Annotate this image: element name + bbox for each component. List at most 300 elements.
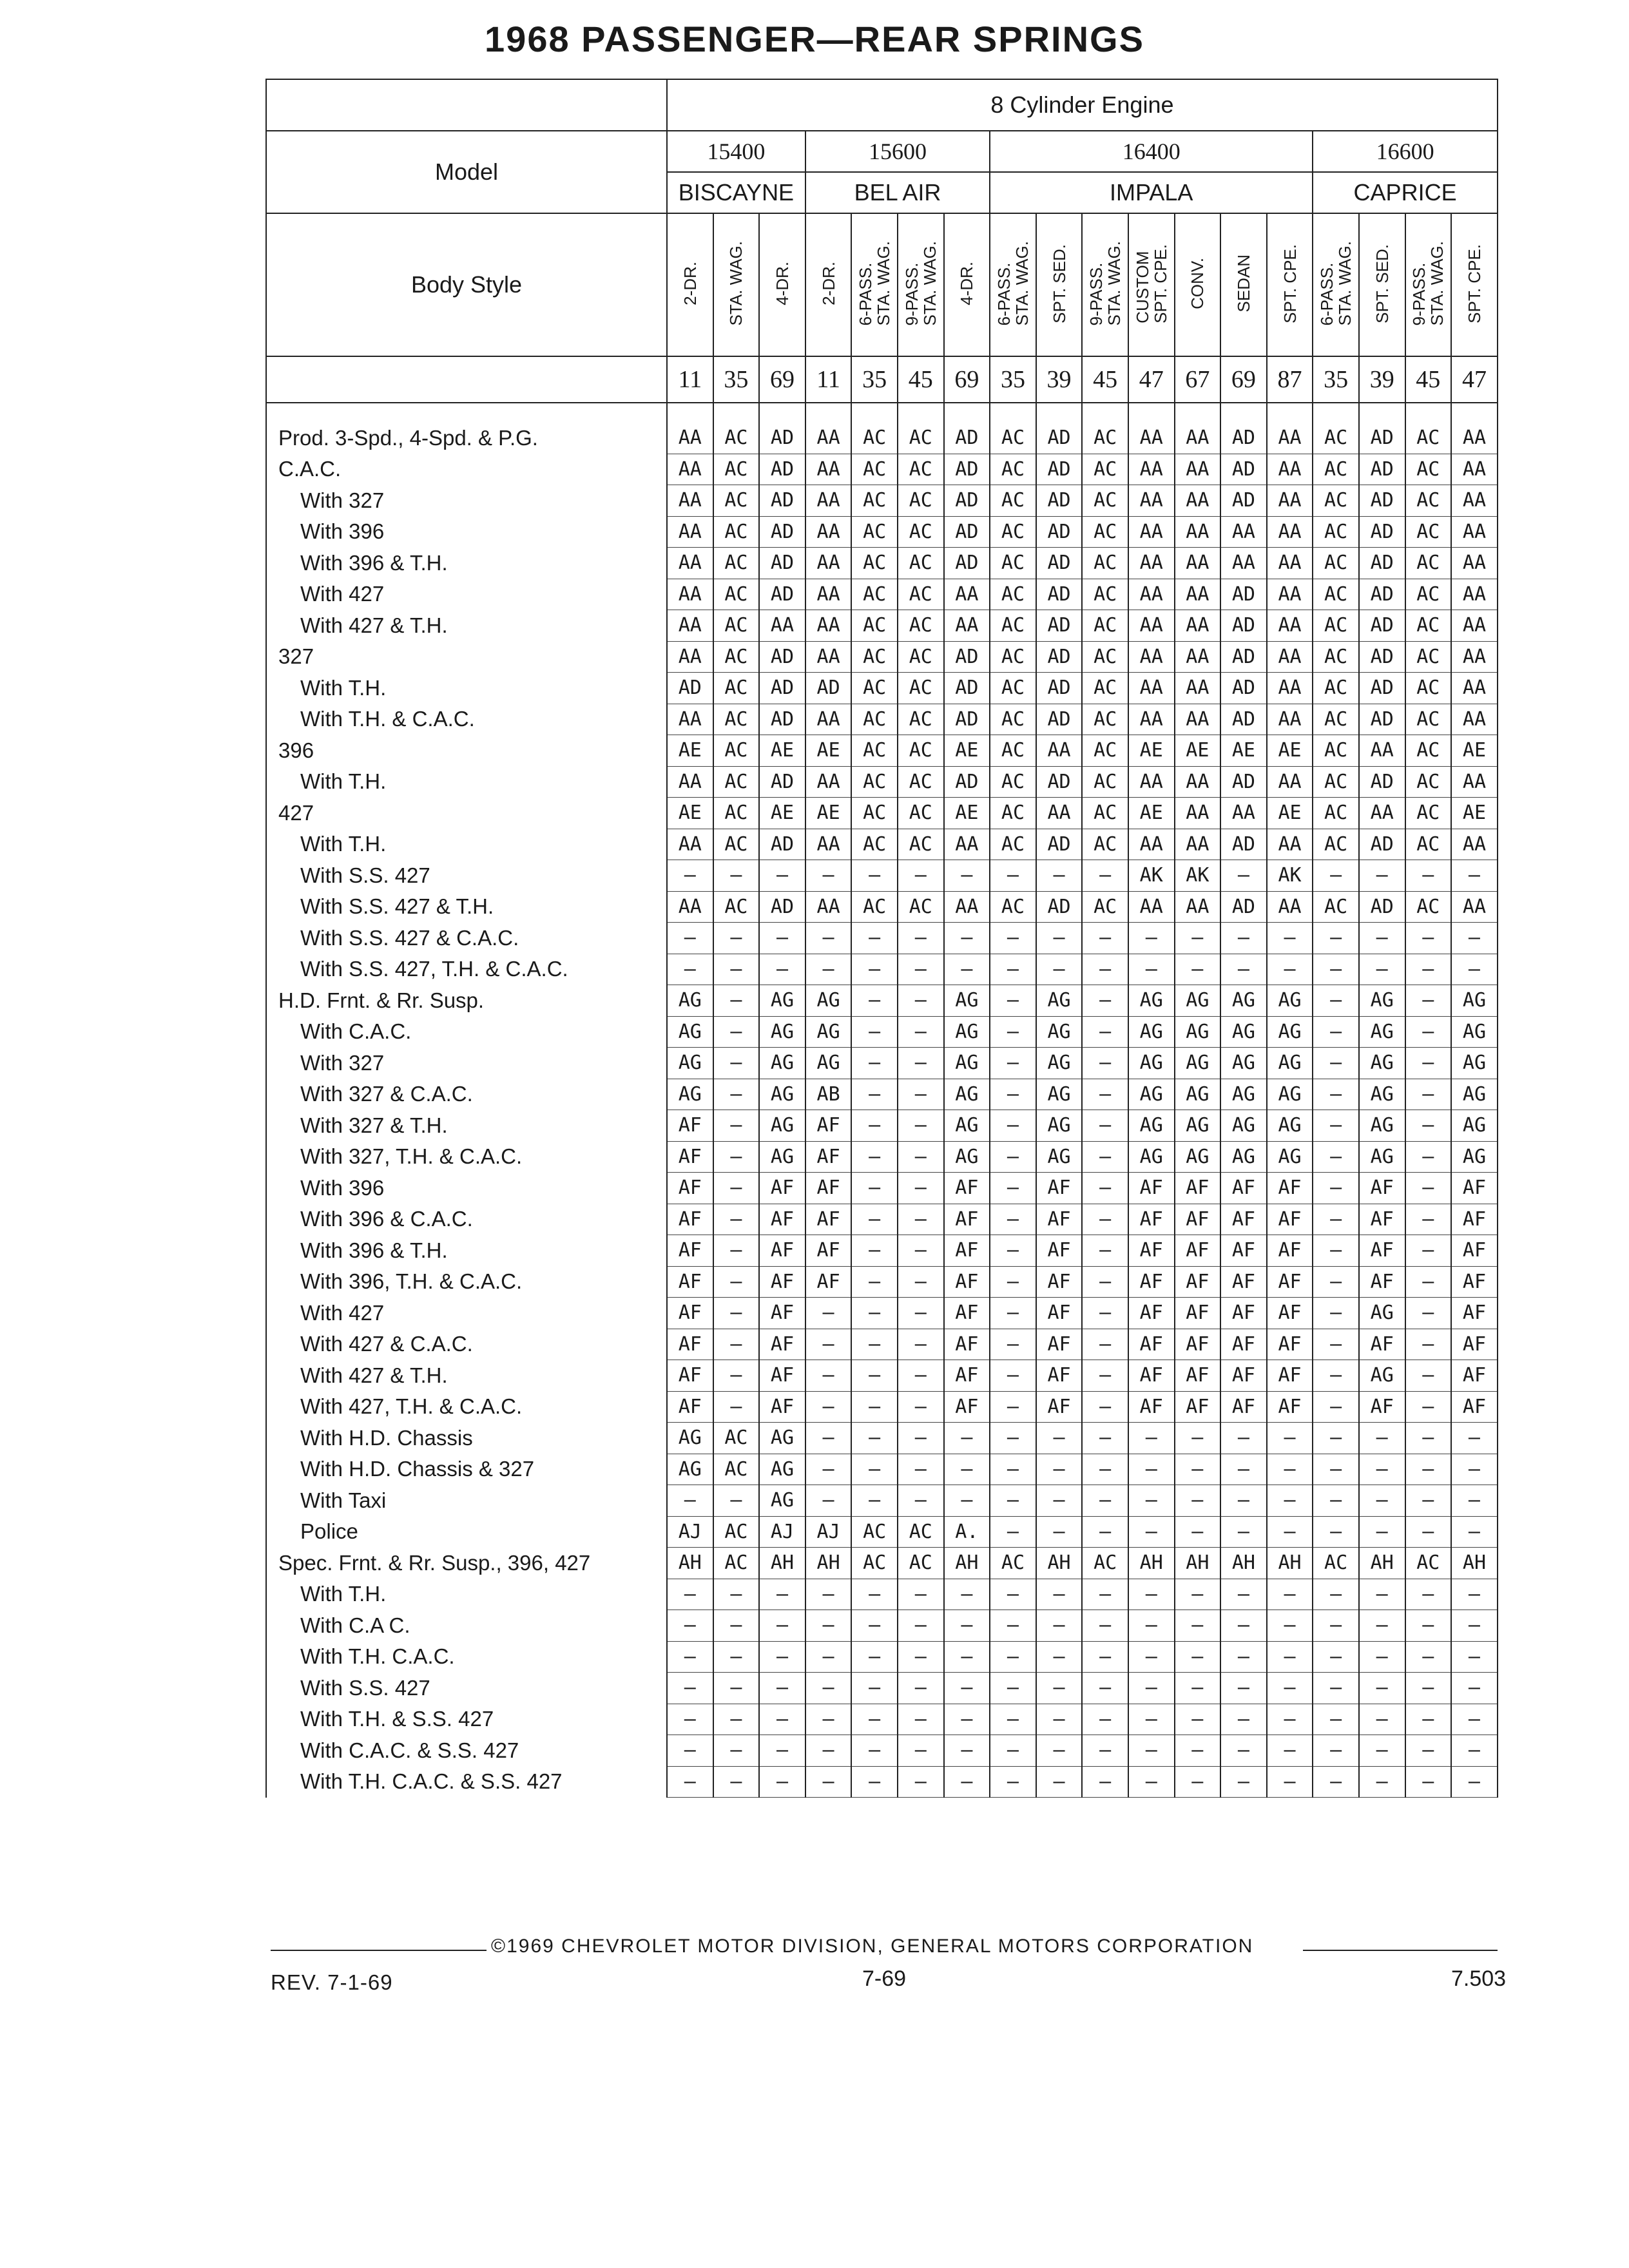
spring-code: AF bbox=[1220, 1360, 1267, 1392]
spring-code: AH bbox=[1175, 1548, 1221, 1579]
body-number: 87 bbox=[1267, 356, 1313, 403]
spring-code: — bbox=[1405, 1235, 1452, 1267]
spring-code: — bbox=[1082, 1579, 1128, 1610]
spring-code: AF bbox=[1036, 1391, 1083, 1423]
spring-code: — bbox=[1128, 1485, 1175, 1517]
spring-code: AK bbox=[1267, 860, 1313, 892]
spring-code: AD bbox=[944, 485, 990, 517]
spring-code: AA bbox=[1128, 704, 1175, 735]
body-number: 35 bbox=[1313, 356, 1359, 403]
spring-code: — bbox=[1405, 1454, 1452, 1485]
option-label: With 396 bbox=[266, 1173, 667, 1204]
spring-code: AG bbox=[1220, 1079, 1267, 1110]
spring-code: — bbox=[1175, 1641, 1221, 1673]
spring-code: AF bbox=[1451, 1329, 1498, 1360]
spring-code: — bbox=[1082, 1079, 1128, 1110]
table-row bbox=[266, 704, 1498, 735]
spring-code: AA bbox=[944, 891, 990, 923]
option-label: With 396 & T.H. bbox=[266, 548, 667, 579]
spring-code: AA bbox=[1128, 891, 1175, 923]
body-style: CONV. bbox=[1188, 258, 1208, 309]
spring-code: — bbox=[1175, 1485, 1221, 1517]
spring-code: — bbox=[1128, 1673, 1175, 1704]
spring-code: AD bbox=[759, 766, 805, 798]
spacer-cell bbox=[759, 403, 805, 423]
spring-code: AF bbox=[667, 1266, 713, 1298]
spring-code: AC bbox=[1405, 891, 1452, 923]
spring-code: AE bbox=[1175, 735, 1221, 767]
spring-code: — bbox=[667, 1673, 713, 1704]
spring-code: AA bbox=[1451, 766, 1498, 798]
spring-code: — bbox=[944, 1735, 990, 1767]
spring-code: — bbox=[713, 1298, 760, 1329]
option-label: With T.H. & C.A.C. bbox=[266, 704, 667, 735]
spring-code: — bbox=[1220, 1610, 1267, 1642]
body-style-cell bbox=[1405, 213, 1452, 356]
spring-code: — bbox=[898, 1266, 944, 1298]
engine-header: 8 Cylinder Engine bbox=[667, 79, 1498, 131]
spring-code: — bbox=[851, 1673, 898, 1704]
spring-code: AC bbox=[851, 516, 898, 548]
spring-code: — bbox=[713, 1735, 760, 1767]
spring-code: — bbox=[990, 1735, 1036, 1767]
spring-code: AA bbox=[944, 610, 990, 642]
spring-code: AF bbox=[759, 1204, 805, 1235]
spring-code: AA bbox=[667, 610, 713, 642]
spring-code: AA bbox=[1175, 516, 1221, 548]
table-row bbox=[266, 1516, 1498, 1548]
spring-code: AC bbox=[713, 579, 760, 610]
body-style-cell bbox=[851, 213, 898, 356]
spring-code: AD bbox=[1036, 891, 1083, 923]
spring-code: AC bbox=[851, 610, 898, 642]
spring-code: — bbox=[1036, 1485, 1083, 1517]
spring-code: AG bbox=[944, 1016, 990, 1048]
spring-code: — bbox=[898, 1673, 944, 1704]
spring-code: AD bbox=[1036, 516, 1083, 548]
spring-code: — bbox=[1451, 1766, 1498, 1798]
spring-code: AC bbox=[851, 1516, 898, 1548]
body-style: 9-PASS. STA. WAG. bbox=[901, 241, 940, 326]
copyright-notice: ©1969 CHEVROLET MOTOR DIVISION, GENERAL MOTORS CORPORATION bbox=[491, 1936, 1254, 1957]
spring-code: — bbox=[759, 954, 805, 985]
spring-code: AC bbox=[898, 829, 944, 860]
spring-code: AC bbox=[713, 798, 760, 829]
spring-code: — bbox=[898, 1329, 944, 1360]
option-label: With S.S. 427 bbox=[266, 1673, 667, 1704]
spring-code: AJ bbox=[805, 1516, 852, 1548]
spring-code: AC bbox=[990, 829, 1036, 860]
spring-code: — bbox=[713, 1704, 760, 1735]
spring-code: — bbox=[990, 1298, 1036, 1329]
body-style: 9-PASS. STA. WAG. bbox=[1086, 241, 1124, 326]
spring-code: AA bbox=[1128, 485, 1175, 517]
spring-code: AC bbox=[898, 766, 944, 798]
spring-code: — bbox=[1082, 1141, 1128, 1173]
spring-code: — bbox=[713, 1610, 760, 1642]
body-number: 45 bbox=[1082, 356, 1128, 403]
spring-code: AF bbox=[1359, 1266, 1405, 1298]
spring-code: AD bbox=[759, 516, 805, 548]
spring-code: — bbox=[1405, 1391, 1452, 1423]
spring-code: — bbox=[1220, 954, 1267, 985]
table-row bbox=[266, 891, 1498, 923]
spring-code: — bbox=[1313, 1641, 1359, 1673]
spring-code: AC bbox=[713, 454, 760, 485]
spring-code: AC bbox=[713, 548, 760, 579]
spring-code: AC bbox=[851, 641, 898, 673]
spring-code: — bbox=[851, 1391, 898, 1423]
spring-code: — bbox=[898, 1141, 944, 1173]
spring-code: AG bbox=[1128, 1141, 1175, 1173]
spring-code: AF bbox=[805, 1266, 852, 1298]
spring-code: — bbox=[1405, 1016, 1452, 1048]
spring-code: AF bbox=[1128, 1329, 1175, 1360]
table-row bbox=[266, 1360, 1498, 1392]
spring-code: — bbox=[713, 1391, 760, 1423]
spring-code: — bbox=[1082, 1204, 1128, 1235]
spring-code: AF bbox=[1359, 1329, 1405, 1360]
spring-code: — bbox=[1313, 1204, 1359, 1235]
spring-code: — bbox=[1082, 1735, 1128, 1767]
spring-code: AG bbox=[944, 985, 990, 1017]
spring-code: — bbox=[805, 1704, 852, 1735]
spring-code: — bbox=[1036, 1673, 1083, 1704]
spring-code: AF bbox=[805, 1235, 852, 1267]
option-label: With S.S. 427 & T.H. bbox=[266, 891, 667, 923]
table-row bbox=[266, 485, 1498, 517]
spring-code: AF bbox=[1128, 1266, 1175, 1298]
option-label: With S.S. 427 & C.A.C. bbox=[266, 923, 667, 954]
spring-code: — bbox=[851, 1704, 898, 1735]
spring-code: — bbox=[667, 1485, 713, 1517]
spring-code: AC bbox=[851, 798, 898, 829]
body-style-cell bbox=[1267, 213, 1313, 356]
spring-code: — bbox=[667, 1766, 713, 1798]
spring-code: AD bbox=[1036, 641, 1083, 673]
spring-code: — bbox=[1082, 1454, 1128, 1485]
body-number-row bbox=[266, 356, 1498, 403]
spring-code: AD bbox=[1359, 829, 1405, 860]
option-label: With Taxi bbox=[266, 1485, 667, 1517]
spring-code: — bbox=[898, 1423, 944, 1454]
body-style: SPT. SED. bbox=[1049, 244, 1069, 323]
spring-code: AF bbox=[944, 1204, 990, 1235]
spring-code: AA bbox=[1175, 454, 1221, 485]
spring-code: AD bbox=[1220, 829, 1267, 860]
spring-code: — bbox=[1313, 1610, 1359, 1642]
spring-code: — bbox=[1082, 1423, 1128, 1454]
spring-code: AF bbox=[1267, 1360, 1313, 1392]
spring-code: AA bbox=[1175, 610, 1221, 642]
spring-code: — bbox=[805, 1641, 852, 1673]
spring-code: — bbox=[1128, 1610, 1175, 1642]
spring-code: — bbox=[759, 923, 805, 954]
spring-code: AF bbox=[1220, 1298, 1267, 1329]
spring-code: AD bbox=[1220, 766, 1267, 798]
option-label: With S.S. 427, T.H. & C.A.C. bbox=[266, 954, 667, 985]
spring-code: AF bbox=[1451, 1391, 1498, 1423]
spring-code: — bbox=[667, 1641, 713, 1673]
spring-code: AG bbox=[1220, 985, 1267, 1017]
spring-code: AE bbox=[1128, 798, 1175, 829]
spring-code: AG bbox=[1036, 1048, 1083, 1079]
spring-code: — bbox=[1128, 1423, 1175, 1454]
spring-code: AC bbox=[990, 485, 1036, 517]
spring-code: AF bbox=[1036, 1266, 1083, 1298]
spring-code: AG bbox=[1359, 1048, 1405, 1079]
spring-code: — bbox=[1267, 1673, 1313, 1704]
spring-code: AG bbox=[759, 1423, 805, 1454]
spacer-cell bbox=[1036, 403, 1083, 423]
spring-code: AC bbox=[851, 891, 898, 923]
spring-code: AD bbox=[667, 673, 713, 704]
spring-code: AA bbox=[1220, 798, 1267, 829]
spring-code: — bbox=[1313, 1673, 1359, 1704]
model-number: 15600 bbox=[805, 131, 990, 172]
option-label: Spec. Frnt. & Rr. Susp., 396, 427 bbox=[266, 1548, 667, 1579]
spring-code: — bbox=[1036, 1610, 1083, 1642]
spring-code: AC bbox=[1082, 891, 1128, 923]
spring-code: — bbox=[1082, 1360, 1128, 1392]
corner-cell bbox=[266, 79, 667, 131]
spring-code: AG bbox=[1175, 985, 1221, 1017]
spring-code: — bbox=[713, 923, 760, 954]
body-style: 4-DR. bbox=[957, 262, 977, 305]
spring-code: — bbox=[898, 1735, 944, 1767]
body-style: SEDAN bbox=[1233, 255, 1253, 312]
spring-code: — bbox=[851, 860, 898, 892]
option-label: With T.H. & S.S. 427 bbox=[266, 1704, 667, 1735]
spring-code: AA bbox=[1451, 454, 1498, 485]
spring-code: — bbox=[1175, 1673, 1221, 1704]
spring-code: — bbox=[990, 860, 1036, 892]
spring-code: — bbox=[898, 954, 944, 985]
spring-code: AC bbox=[1082, 579, 1128, 610]
table-row bbox=[266, 1423, 1498, 1454]
spring-code: — bbox=[990, 1641, 1036, 1673]
table-row bbox=[266, 454, 1498, 485]
spring-code: — bbox=[805, 1454, 852, 1485]
spring-code: — bbox=[713, 1235, 760, 1267]
spring-code: — bbox=[1313, 1141, 1359, 1173]
spring-code: — bbox=[667, 954, 713, 985]
spring-code: AF bbox=[667, 1391, 713, 1423]
spring-code: — bbox=[944, 1704, 990, 1735]
spring-code: — bbox=[1128, 1766, 1175, 1798]
spring-code: AA bbox=[667, 766, 713, 798]
spring-code: AA bbox=[1267, 548, 1313, 579]
spring-code: AF bbox=[1036, 1360, 1083, 1392]
document-title: 1968 PASSENGER—REAR SPRINGS bbox=[485, 19, 1144, 59]
spring-code: AF bbox=[944, 1329, 990, 1360]
spring-code: — bbox=[1082, 985, 1128, 1017]
option-label: With 427 bbox=[266, 579, 667, 610]
spring-code: — bbox=[1082, 1329, 1128, 1360]
spacer-cell bbox=[1128, 403, 1175, 423]
spring-code: AE bbox=[805, 798, 852, 829]
spring-code: AD bbox=[1359, 891, 1405, 923]
spring-code: — bbox=[759, 1579, 805, 1610]
spring-code: AE bbox=[1128, 735, 1175, 767]
spring-code: — bbox=[898, 1298, 944, 1329]
spring-code: — bbox=[1175, 1516, 1221, 1548]
spring-code: — bbox=[713, 1079, 760, 1110]
spring-code: — bbox=[1405, 860, 1452, 892]
spring-code: AG bbox=[1359, 1360, 1405, 1392]
spring-code: AJ bbox=[667, 1516, 713, 1548]
spring-code: AD bbox=[1036, 766, 1083, 798]
spring-code: AD bbox=[944, 641, 990, 673]
spring-code: AA bbox=[1128, 829, 1175, 860]
body-style-cell bbox=[898, 213, 944, 356]
spring-code: — bbox=[1405, 985, 1452, 1017]
table-row bbox=[266, 1110, 1498, 1142]
spring-code: AC bbox=[713, 516, 760, 548]
revision-date: REV. 7-1-69 bbox=[271, 1970, 393, 1994]
spring-code: AC bbox=[851, 829, 898, 860]
spring-code: — bbox=[667, 1610, 713, 1642]
option-label: With H.D. Chassis & 327 bbox=[266, 1454, 667, 1485]
spring-code: — bbox=[851, 1079, 898, 1110]
spring-code: AD bbox=[1036, 610, 1083, 642]
spring-code: AA bbox=[1451, 579, 1498, 610]
option-label: With T.H. bbox=[266, 1579, 667, 1610]
spring-code: AC bbox=[713, 423, 760, 454]
table-row bbox=[266, 1454, 1498, 1485]
spring-code: AC bbox=[713, 891, 760, 923]
table-row bbox=[266, 1735, 1498, 1767]
spring-code: AC bbox=[1082, 1548, 1128, 1579]
spring-code: AG bbox=[1267, 1048, 1313, 1079]
spring-code: AC bbox=[990, 891, 1036, 923]
spring-code: — bbox=[898, 1204, 944, 1235]
spring-code: — bbox=[1267, 1610, 1313, 1642]
spring-code: AA bbox=[1267, 704, 1313, 735]
option-label: With H.D. Chassis bbox=[266, 1423, 667, 1454]
spring-code: — bbox=[1128, 1579, 1175, 1610]
spring-code: — bbox=[990, 954, 1036, 985]
spring-code: AD bbox=[1220, 891, 1267, 923]
table-row bbox=[266, 860, 1498, 892]
spacer-cell bbox=[1220, 403, 1267, 423]
body-style: 2-DR. bbox=[680, 262, 700, 305]
body-style-cell bbox=[1451, 213, 1498, 356]
spring-code: AE bbox=[1220, 735, 1267, 767]
spring-code: — bbox=[713, 954, 760, 985]
spring-code: AA bbox=[805, 891, 852, 923]
spring-code: AD bbox=[1220, 610, 1267, 642]
spring-code: AF bbox=[944, 1391, 990, 1423]
spring-code: — bbox=[1036, 954, 1083, 985]
spring-code: AA bbox=[1128, 579, 1175, 610]
spring-code: AC bbox=[1313, 516, 1359, 548]
table-row bbox=[266, 798, 1498, 829]
table-row bbox=[266, 1610, 1498, 1642]
spring-code: AD bbox=[1220, 454, 1267, 485]
spring-code: — bbox=[990, 1391, 1036, 1423]
spring-code: — bbox=[990, 1485, 1036, 1517]
spring-code: AF bbox=[1128, 1391, 1175, 1423]
spring-code: — bbox=[1220, 1454, 1267, 1485]
spring-code: AF bbox=[1451, 1298, 1498, 1329]
spring-code: AG bbox=[1451, 985, 1498, 1017]
spring-code: — bbox=[1082, 1110, 1128, 1142]
spring-code: AF bbox=[1220, 1204, 1267, 1235]
spring-code: AA bbox=[1220, 548, 1267, 579]
spring-code: AC bbox=[1405, 798, 1452, 829]
option-label: 427 bbox=[266, 798, 667, 829]
spring-code: AD bbox=[759, 548, 805, 579]
spring-code: AA bbox=[1451, 891, 1498, 923]
spring-code: AF bbox=[944, 1173, 990, 1204]
spring-code: AC bbox=[713, 735, 760, 767]
spring-code: AH bbox=[1036, 1548, 1083, 1579]
spring-code: AG bbox=[944, 1110, 990, 1142]
table-row bbox=[266, 1141, 1498, 1173]
body-style-cell bbox=[713, 213, 760, 356]
spring-code: AC bbox=[898, 891, 944, 923]
body-style: 6-PASS. STA. WAG. bbox=[1317, 241, 1355, 326]
body-number: 35 bbox=[713, 356, 760, 403]
spring-code: AD bbox=[759, 485, 805, 517]
spring-code: AF bbox=[759, 1391, 805, 1423]
body-number: 45 bbox=[898, 356, 944, 403]
spring-code: — bbox=[1175, 1766, 1221, 1798]
spring-code: AF bbox=[759, 1360, 805, 1392]
spacer-cell bbox=[805, 403, 852, 423]
spring-code: AF bbox=[1175, 1266, 1221, 1298]
spring-code: — bbox=[990, 1516, 1036, 1548]
spring-code: AD bbox=[1220, 423, 1267, 454]
spring-code: — bbox=[1082, 1641, 1128, 1673]
spring-code: AC bbox=[990, 1548, 1036, 1579]
spring-code: AC bbox=[898, 423, 944, 454]
spring-code: — bbox=[1082, 923, 1128, 954]
body-style: 6-PASS. STA. WAG. bbox=[994, 241, 1032, 326]
spring-code: — bbox=[1175, 1423, 1221, 1454]
spring-code: AA bbox=[1036, 735, 1083, 767]
table-row bbox=[266, 1579, 1498, 1610]
spring-code: AF bbox=[759, 1173, 805, 1204]
spring-code: AG bbox=[1359, 1141, 1405, 1173]
spring-code: — bbox=[1451, 1423, 1498, 1454]
spring-code: — bbox=[713, 1329, 760, 1360]
spring-code: — bbox=[1220, 1485, 1267, 1517]
spring-code: AH bbox=[805, 1548, 852, 1579]
spring-code: — bbox=[805, 1673, 852, 1704]
spring-code: AA bbox=[805, 704, 852, 735]
spring-code: AF bbox=[1267, 1204, 1313, 1235]
spring-code: — bbox=[851, 1298, 898, 1329]
spring-code: AD bbox=[1359, 766, 1405, 798]
spring-code: AD bbox=[759, 829, 805, 860]
spring-code: AG bbox=[1451, 1079, 1498, 1110]
spring-code: — bbox=[944, 1423, 990, 1454]
spring-code: AA bbox=[1175, 641, 1221, 673]
table-row bbox=[266, 579, 1498, 610]
spring-code: AC bbox=[1313, 454, 1359, 485]
spring-code: AD bbox=[759, 423, 805, 454]
table-row bbox=[266, 985, 1498, 1017]
spring-code: AC bbox=[1405, 423, 1452, 454]
model-number: 16600 bbox=[1313, 131, 1498, 172]
spring-code: — bbox=[1036, 1641, 1083, 1673]
series-name: BEL AIR bbox=[805, 172, 990, 213]
spring-code: AC bbox=[1082, 829, 1128, 860]
spring-code: — bbox=[990, 1329, 1036, 1360]
spring-code: AG bbox=[667, 1454, 713, 1485]
